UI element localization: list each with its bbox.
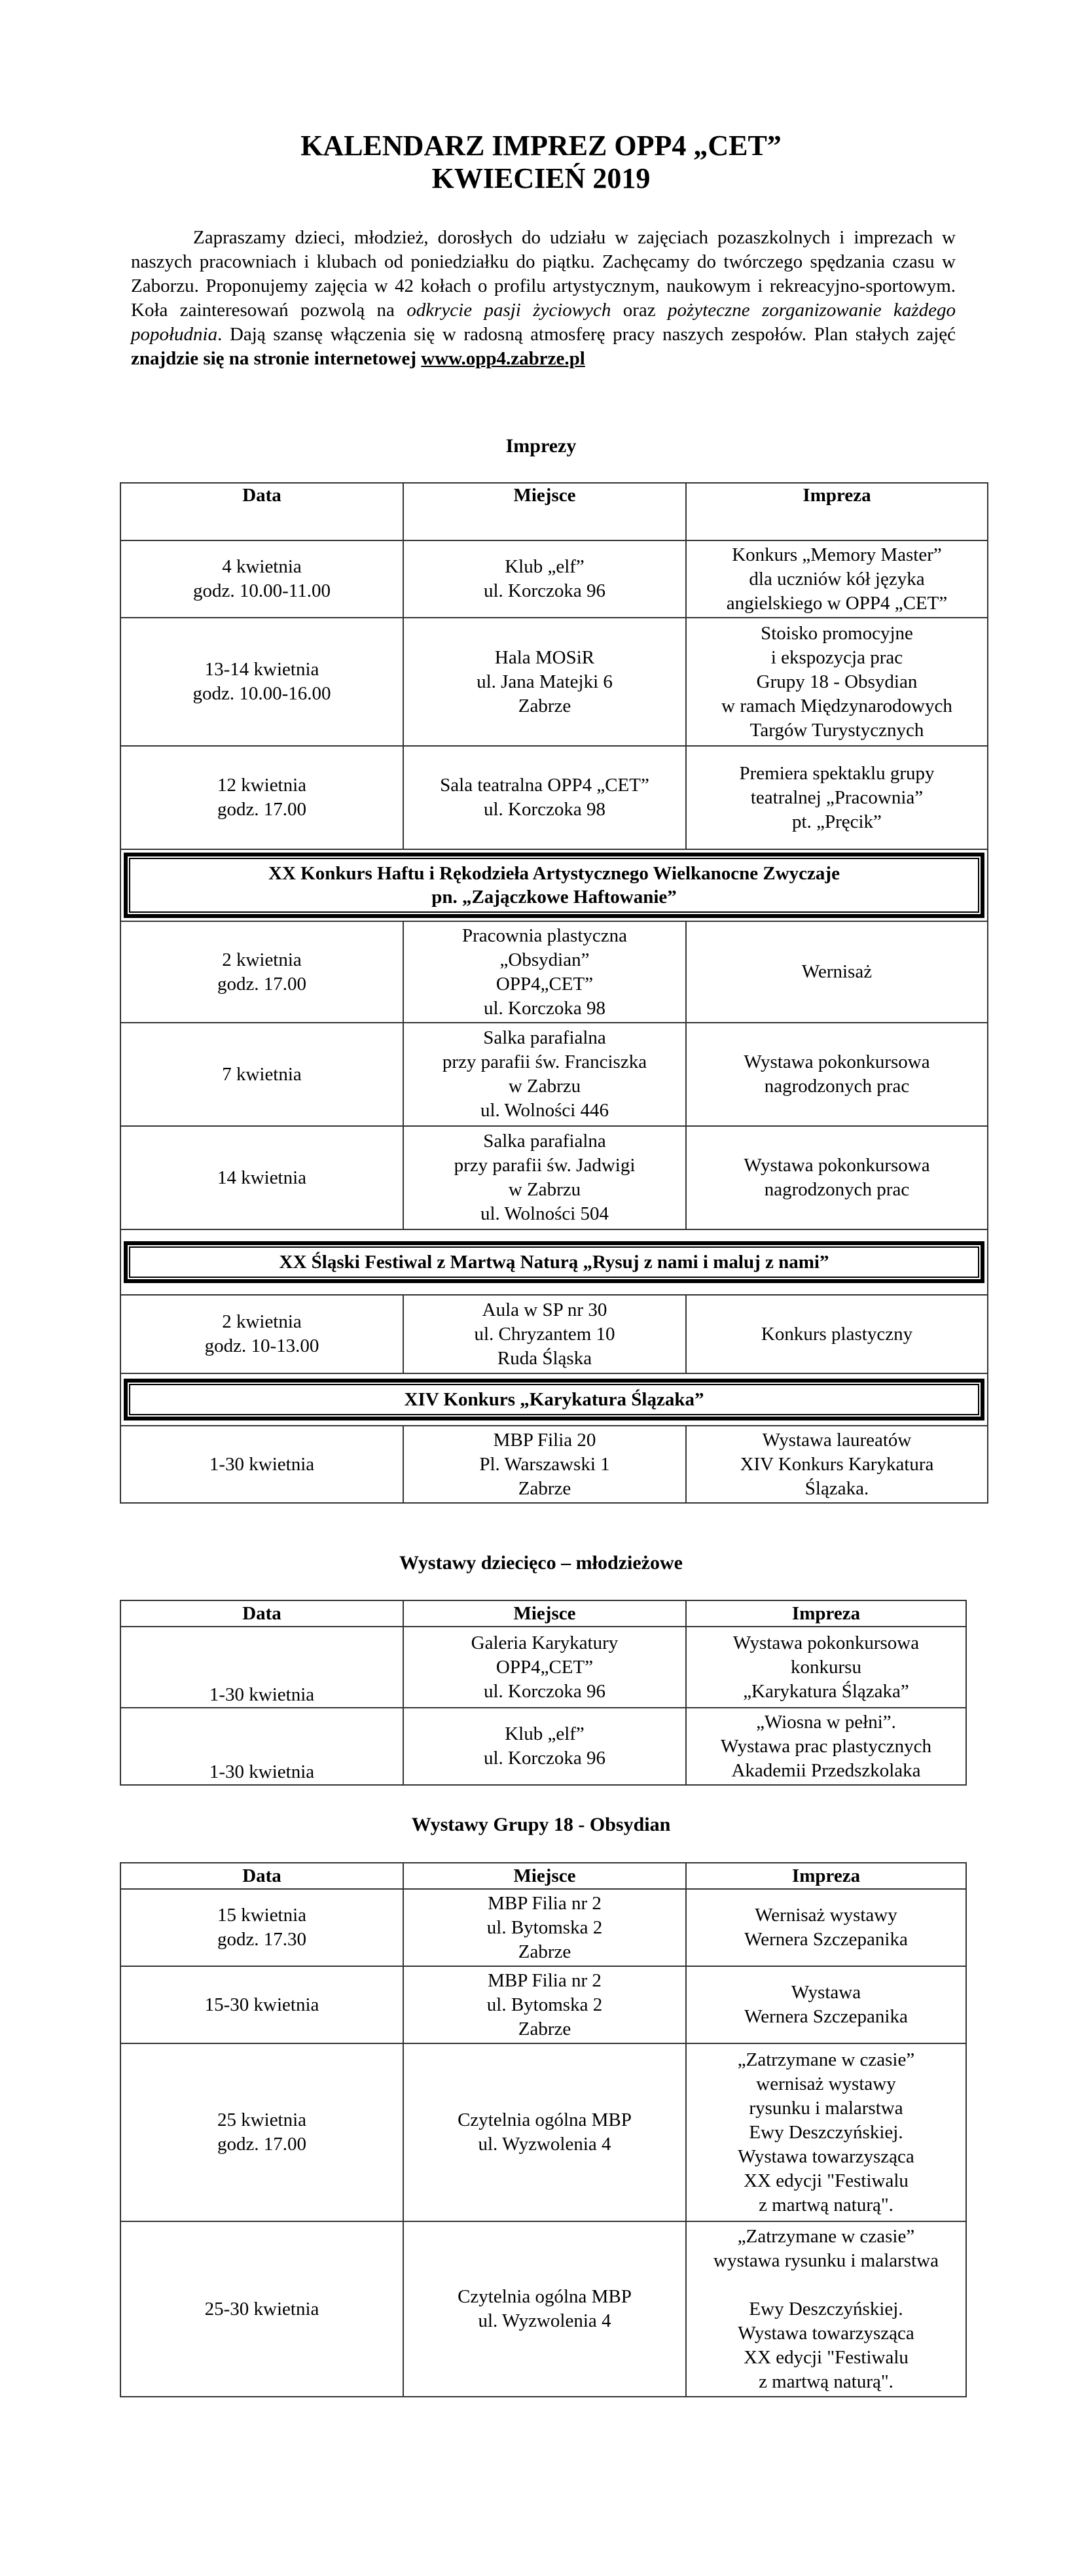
place-cell-line: Czytelnia ogólna MBP	[458, 2109, 632, 2130]
intro-text-3: . Dają szansę włączenia się w radosną atmosferę pracy naszych zespołów. Plan stałych zajęć	[217, 324, 956, 345]
event-cell	[686, 1708, 966, 1785]
date-cell-line: 1-30 kwietnia	[209, 1761, 315, 1782]
date-cell-line: godz. 10.00-11.00	[193, 580, 331, 601]
section-banner-row	[120, 1229, 988, 1295]
place-cell	[403, 921, 686, 1023]
date-cell	[120, 1126, 403, 1229]
event-cell	[686, 1966, 966, 2043]
table-row	[120, 1023, 988, 1126]
event-cell-line	[692, 2273, 960, 2297]
event-cell-line: Ewy Deszczyńskiej.	[749, 2121, 903, 2143]
place-cell	[403, 1966, 686, 2043]
place-cell-line: ul. Korczoka 98	[483, 997, 606, 1019]
table-row	[120, 921, 988, 1023]
event-cell	[686, 1627, 966, 1708]
table-row	[120, 1889, 966, 1966]
event-cell	[686, 1126, 988, 1229]
intro-text-2: oraz	[611, 300, 668, 321]
date-cell	[120, 1627, 403, 1708]
place-cell-line: „Obsydian”	[499, 949, 590, 970]
intro-bold: znajdzie się na stronie internetowej	[131, 348, 422, 369]
event-cell	[686, 746, 988, 849]
event-cell-line: pt. „Pręcik”	[792, 811, 882, 832]
table-row	[120, 1426, 988, 1503]
table-row	[120, 540, 988, 618]
event-cell-line: „Zatrzymane w czasie”	[737, 2049, 915, 2070]
date-cell-line: 1-30 kwietnia	[209, 1453, 315, 1475]
table-row	[120, 2221, 966, 2397]
event-cell-line: Grupy 18 - Obsydian	[756, 671, 918, 692]
event-cell-line: Wystawa towarzysząca	[738, 2322, 914, 2344]
place-cell	[403, 1126, 686, 1229]
date-cell-line: godz. 10.00-16.00	[192, 683, 331, 704]
event-cell-line: konkursu	[791, 1656, 861, 1678]
date-cell	[120, 1426, 403, 1503]
place-cell-line: ul. Korczoka 96	[483, 1748, 606, 1769]
date-cell-line: 2 kwietnia	[222, 949, 302, 970]
website-link[interactable]: www.opp4.zabrze.pl	[421, 348, 585, 369]
event-cell	[686, 1295, 988, 1373]
event-cell-line: wernisaż wystawy	[756, 2073, 896, 2094]
event-cell-line: Wernisaż wystawy	[755, 1905, 897, 1926]
event-cell-line: Premiera spektaklu grupy	[739, 762, 935, 784]
event-cell-line: w ramach Międzynarodowych	[721, 695, 952, 716]
place-cell-line: ul. Korczoka 96	[483, 1680, 606, 1702]
place-cell	[403, 1889, 686, 1966]
date-cell-line: godz. 17.00	[217, 799, 307, 820]
date-cell-line: godz. 10-13.00	[204, 1335, 319, 1356]
event-cell-line: rysunku i malarstwa	[749, 2097, 903, 2119]
date-cell-line: 15 kwietnia	[217, 1905, 307, 1926]
event-cell-line: dla uczniów kół języka	[749, 568, 925, 590]
place-cell-line: Klub „elf”	[505, 1723, 585, 1744]
date-cell-line: godz. 17.30	[217, 1929, 307, 1950]
section-banner-box	[124, 1379, 984, 1420]
place-cell-line: Zabrze	[518, 2018, 571, 2039]
section-banner-box	[124, 1241, 984, 1283]
place-cell	[403, 1627, 686, 1708]
event-cell-line: Stoisko promocyjne	[761, 622, 913, 644]
place-cell-line: OPP4„CET”	[496, 1656, 594, 1678]
event-cell-line: Wernisaż	[801, 961, 873, 982]
section-banner-row	[120, 1373, 988, 1426]
event-cell-line: Ślązaka.	[804, 1477, 869, 1499]
date-cell-line: 12 kwietnia	[217, 775, 307, 796]
event-cell-line: Akademii Przedszkolaka	[731, 1759, 921, 1781]
place-cell-line: ul. Korczoka 96	[483, 580, 606, 601]
event-cell-line: angielskiego w OPP4 „CET”	[726, 592, 948, 614]
date-cell	[120, 746, 403, 849]
place-cell	[403, 540, 686, 618]
event-cell-line: z martwą naturą".	[759, 2371, 893, 2392]
column-header-event: Impreza	[686, 1600, 966, 1627]
section-banner	[120, 1373, 988, 1426]
date-cell-line: godz. 17.00	[217, 973, 307, 995]
place-cell-line: ul. Korczoka 98	[483, 799, 606, 820]
section-banner	[120, 849, 988, 921]
event-cell-line: Wystawa towarzysząca	[738, 2145, 914, 2167]
place-cell-line: Galeria Karykatury	[471, 1632, 619, 1653]
event-cell	[686, 2221, 966, 2397]
place-cell	[403, 2221, 686, 2397]
event-cell-line: teatralnej „Pracownia”	[750, 786, 924, 808]
section-banner-row	[120, 849, 988, 921]
place-cell	[403, 1295, 686, 1373]
place-cell-line: ul. Wyzwolenia 4	[478, 2134, 611, 2155]
place-cell-line: ul. Wolności 504	[480, 1203, 609, 1224]
place-cell	[403, 618, 686, 746]
date-cell	[120, 1708, 403, 1785]
table-row	[120, 1126, 988, 1229]
section-banner-box	[124, 853, 984, 918]
date-cell	[120, 2043, 403, 2221]
event-cell-line: z martwą naturą".	[759, 2194, 893, 2215]
event-cell-line: XX edycji "Festiwalu	[744, 2346, 909, 2368]
column-header-place: Miejsce	[403, 483, 686, 540]
place-cell-line: przy parafii św. Jadwigi	[454, 1155, 636, 1176]
event-cell	[686, 540, 988, 618]
date-cell	[120, 618, 403, 746]
place-cell-line: Pracownia plastyczna	[461, 925, 628, 946]
column-header-event: Impreza	[686, 483, 988, 540]
date-cell	[120, 1023, 403, 1126]
section-banner-line: XX Konkurs Haftu i Rękodzieła Artystycznego Wielkanocne Zwyczaje	[268, 863, 840, 884]
table-row	[120, 746, 988, 849]
event-cell-line: nagrodzonych prac	[764, 1076, 910, 1097]
date-cell	[120, 1966, 403, 2043]
table-row	[120, 1708, 966, 1785]
intro-paragraph	[131, 226, 956, 371]
date-cell	[120, 1295, 403, 1373]
place-cell-line: MBP Filia 20	[493, 1429, 596, 1451]
place-cell-line: ul. Wolności 446	[480, 1100, 609, 1121]
intro-text-1: Zapraszamy dzieci, młodzież, dorosłych do udziału w zajęciach pozaszkolnych i imprezach w naszych pracowniach i klubach od poniedziałku do piątku. Zachęcamy do twórczego spędzania czasu w Zaborzu. Proponujemy zajęcia w 42 kołach o profilu artystycznym, naukowym i rekreacyjno-sportowym. Koła zainteresowań pozwolą na	[131, 227, 956, 321]
event-cell	[686, 618, 988, 746]
date-cell-line: 14 kwietnia	[217, 1167, 307, 1188]
event-cell-line: „Zatrzymane w czasie”	[737, 2225, 915, 2247]
kids-exhibitions-table	[120, 1600, 967, 1786]
event-cell-line: Wystawa	[791, 1982, 861, 2003]
table-header-row	[120, 483, 988, 540]
table-row	[120, 1966, 966, 2043]
document-title: KALENDARZ IMPREZ OPP4 „CET”	[300, 130, 782, 162]
event-cell-line: i ekspozycja prac	[770, 646, 903, 668]
kids-exhibitions-title: Wystawy dziecięco – młodzieżowe	[399, 1552, 683, 1574]
event-cell-line: Konkurs „Memory Master”	[732, 544, 942, 565]
event-cell-line: nagrodzonych prac	[764, 1179, 910, 1200]
group18-exhibitions-title: Wystawy Grupy 18 - Obsydian	[411, 1814, 671, 1835]
event-cell-line: Konkurs plastyczny	[761, 1323, 913, 1345]
column-header-date: Data	[120, 483, 403, 540]
events-table	[120, 482, 988, 1504]
place-cell-line: Aula w SP nr 30	[482, 1299, 607, 1320]
date-cell	[120, 2221, 403, 2397]
event-cell-line: „Wiosna w pełni”.	[756, 1711, 896, 1733]
place-cell-line: MBP Filia nr 2	[488, 1969, 602, 1991]
section-banner	[120, 1229, 988, 1295]
event-cell	[686, 921, 988, 1023]
place-cell-line: Pl. Warszawski 1	[479, 1453, 610, 1475]
event-cell-line: Targów Turystycznych	[749, 719, 924, 741]
event-cell-line: wystawa rysunku i malarstwa	[713, 2250, 939, 2271]
event-cell	[686, 1023, 988, 1126]
place-cell-line: ul. Jana Matejki 6	[477, 671, 613, 692]
place-cell-line: MBP Filia nr 2	[488, 1892, 602, 1914]
place-cell-line: Zabrze	[518, 1941, 571, 1962]
column-header-place: Miejsce	[403, 1863, 686, 1889]
event-cell-line: Wystawa prac plastycznych	[721, 1735, 931, 1757]
place-cell	[403, 1426, 686, 1503]
event-cell	[686, 1426, 988, 1503]
date-cell-line: 25 kwietnia	[217, 2109, 307, 2130]
place-cell-line: Zabrze	[518, 695, 571, 716]
event-cell-line: „Karykatura Ślązaka”	[743, 1680, 909, 1702]
place-cell	[403, 746, 686, 849]
event-cell-line: Wystawa laureatów	[762, 1429, 912, 1451]
event-cell	[686, 2043, 966, 2221]
place-cell-line: przy parafii św. Franciszka	[442, 1051, 647, 1072]
section-banner-line: XX Śląski Festiwal z Martwą Naturą „Rysuj z nami i maluj z nami”	[279, 1252, 829, 1273]
event-cell-line: Wystawa pokonkursowa	[732, 1632, 920, 1653]
date-cell-line: 7 kwietnia	[222, 1063, 302, 1085]
place-cell	[403, 2043, 686, 2221]
place-cell-line: w Zabrzu	[508, 1179, 581, 1200]
table-row	[120, 1627, 966, 1708]
group18-exhibitions-table	[120, 1862, 967, 2397]
event-cell-line: Ewy Deszczyńskiej.	[749, 2298, 903, 2320]
events-section-title: Imprezy	[505, 435, 577, 457]
date-cell-line: godz. 17.00	[217, 2134, 307, 2155]
place-cell-line: ul. Bytomska 2	[486, 1994, 603, 2015]
column-header-date: Data	[120, 1600, 403, 1627]
intro-emphasis-2: pożyteczne zorganizowanie każdego popołudnia	[131, 300, 956, 345]
table-header-row	[120, 1600, 966, 1627]
date-cell	[120, 921, 403, 1023]
event-cell-line: Wernera Szczepanika	[744, 2006, 908, 2027]
section-banner-line: XIV Konkurs „Karykatura Ślązaka”	[404, 1389, 704, 1410]
place-cell-line: Ruda Śląska	[497, 1347, 592, 1369]
date-cell-line: 2 kwietnia	[222, 1311, 302, 1332]
column-header-date: Data	[120, 1863, 403, 1889]
event-cell-line: XX edycji "Festiwalu	[744, 2170, 909, 2191]
place-cell-line: Hala MOSiR	[494, 646, 595, 668]
place-cell-line: Sala teatralna OPP4 „CET”	[440, 775, 649, 796]
place-cell	[403, 1708, 686, 1785]
date-cell-line: 1-30 kwietnia	[209, 1684, 315, 1705]
event-cell-line: Wystawa pokonkursowa	[744, 1051, 930, 1072]
place-cell-line: ul. Wyzwolenia 4	[478, 2310, 611, 2331]
date-cell-line: 25-30 kwietnia	[204, 2298, 319, 2320]
place-cell-line: Zabrze	[518, 1477, 571, 1499]
date-cell	[120, 1889, 403, 1966]
place-cell-line: Czytelnia ogólna MBP	[458, 2286, 632, 2307]
table-row	[120, 1295, 988, 1373]
section-banner-line: pn. „Zajączkowe Haftowanie”	[431, 887, 677, 908]
place-cell-line: Salka parafialna	[483, 1131, 606, 1152]
event-cell-line: XIV Konkurs Karykatura	[740, 1453, 934, 1475]
place-cell-line: Klub „elf”	[505, 556, 585, 577]
table-row	[120, 618, 988, 746]
document-subtitle: KWIECIEŃ 2019	[431, 162, 651, 194]
event-cell	[686, 1889, 966, 1966]
place-cell-line: w Zabrzu	[508, 1076, 581, 1097]
table-header-row	[120, 1863, 966, 1889]
place-cell-line: Salka parafialna	[483, 1027, 606, 1048]
event-cell-line: Wernera Szczepanika	[744, 1929, 908, 1950]
place-cell-line: OPP4„CET”	[496, 973, 594, 995]
place-cell-line: ul. Chryzantem 10	[474, 1323, 615, 1345]
date-cell-line: 4 kwietnia	[222, 556, 302, 577]
place-cell	[403, 1023, 686, 1126]
date-cell-line: 13-14 kwietnia	[204, 659, 319, 680]
date-cell-line: 15-30 kwietnia	[204, 1994, 319, 2015]
date-cell	[120, 540, 403, 618]
intro-emphasis-1: odkrycie pasji życiowych	[406, 300, 611, 321]
place-cell-line: ul. Bytomska 2	[486, 1916, 603, 1938]
table-row	[120, 2043, 966, 2221]
event-cell-line: Wystawa pokonkursowa	[744, 1155, 930, 1176]
column-header-event: Impreza	[686, 1863, 966, 1889]
column-header-place: Miejsce	[403, 1600, 686, 1627]
